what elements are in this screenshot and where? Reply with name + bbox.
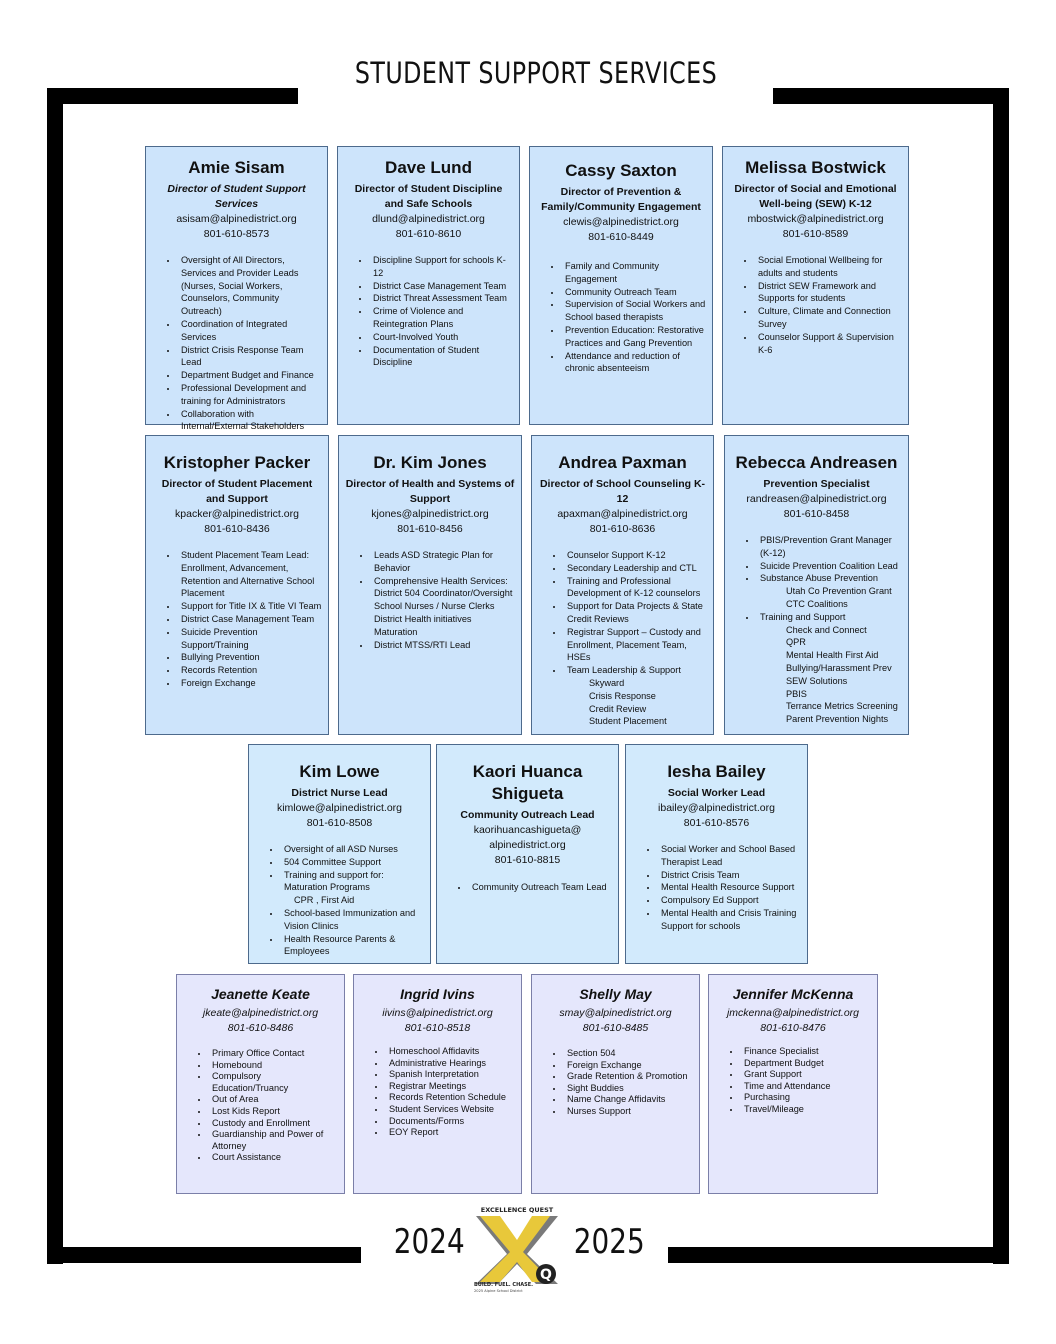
list-item xyxy=(757,611,902,726)
list-item: • Purchasing xyxy=(741,1092,871,1104)
list-item xyxy=(757,572,902,610)
card-melissa-bostwick xyxy=(722,146,909,425)
card-duties xyxy=(152,549,322,690)
list-item: • Documents/Forms xyxy=(386,1116,515,1128)
card-name: Cassy Saxton xyxy=(565,161,677,180)
card-phone: 801-610-8589 xyxy=(782,228,849,240)
card-duties xyxy=(344,254,513,369)
card-name: Andrea Paxman xyxy=(558,453,687,472)
list-item: • Court-Involved Youth xyxy=(370,331,513,344)
list-item-label: Training and support for: Maturation Programs xyxy=(284,869,384,893)
card-email: jkeate@alpinedistrict.org xyxy=(202,1007,319,1019)
card-duties xyxy=(152,254,321,433)
list-item: • Court Assistance xyxy=(209,1152,338,1164)
card-name: Melissa Bostwick xyxy=(745,158,886,177)
year-left: 2024 xyxy=(393,1222,465,1262)
list-item: • Name Change Affidavits xyxy=(564,1094,693,1106)
list-item: • Grant Support xyxy=(741,1069,871,1081)
card-email: asisam@alpinedistrict.org xyxy=(176,213,297,225)
card-kim-jones xyxy=(338,435,522,735)
card-email-line2: alpinedistrict.org xyxy=(489,839,566,851)
list-item: • Out of Area xyxy=(209,1094,338,1106)
list-item: • Student Services Website xyxy=(386,1104,515,1116)
list-item: • Guardianship and Power of Attorney xyxy=(209,1129,338,1152)
sub-item: Check and Connect xyxy=(786,624,867,635)
card-email: kpacker@alpinedistrict.org xyxy=(175,508,299,520)
list-item: • Community Outreach Team Lead xyxy=(469,881,612,894)
card-name: Kaori Huanca Shigueta xyxy=(472,762,583,803)
list-item: • Records Retention Schedule xyxy=(386,1092,515,1104)
list-item: • EOY Report xyxy=(386,1127,515,1139)
card-email: randreasen@alpinedistrict.org xyxy=(746,493,887,505)
list-item: • Registrar Meetings xyxy=(386,1081,515,1093)
card-duties xyxy=(360,1046,515,1139)
card-email: smay@alpinedistrict.org xyxy=(559,1007,672,1019)
card-duties xyxy=(538,549,707,728)
list-item: • Support for Title IX & Title VI Team xyxy=(178,600,322,613)
list-item: • Suicide Prevention Support/Training xyxy=(178,626,322,652)
card-role: District Nurse Lead xyxy=(291,787,388,799)
card-email-line1: kaorihuancashigueta@ xyxy=(473,824,582,836)
card-phone: 801-610-8476 xyxy=(760,1022,826,1034)
list-item: • Student Placement Team Lead: Enrollment, Advancement, Retention and Alternative School Placement xyxy=(178,549,322,600)
list-item: • Nurses Support xyxy=(564,1106,693,1118)
list-item: • Department Budget and Finance xyxy=(178,369,321,382)
card-name: Dave Lund xyxy=(385,158,472,177)
list-item: • Oversight of all ASD Nurses xyxy=(281,843,424,856)
sub-item: Parent Prevention Nights xyxy=(786,714,889,725)
list-item: • Documentation of Student Discipline xyxy=(370,344,513,370)
card-phone: 801-610-8815 xyxy=(494,854,561,866)
list-item: • District Crisis Team xyxy=(658,869,801,882)
list-item: • Counselor Support & Supervision K-6 xyxy=(755,331,902,357)
card-duties xyxy=(729,254,902,356)
list-item-label: Team Leadership & Support xyxy=(567,665,681,676)
card-role: Director of Student Support Services xyxy=(167,183,306,210)
frame-top-right xyxy=(773,88,1009,104)
card-name: Jeanette Keate xyxy=(211,986,310,1002)
list-item: • Compulsory Ed Support xyxy=(658,894,801,907)
list-item: • Homebound xyxy=(209,1060,338,1072)
list-item: • Comprehensive Health Services: District 504 Coordinator/Oversight School Nurses / Nurse Clerks District Health initiatives Maturation xyxy=(371,575,515,639)
list-item: • Collaboration with Internal/External Stakeholders xyxy=(178,408,321,434)
sub-item: Skyward xyxy=(589,677,625,688)
list-item: • Homeschool Affidavits xyxy=(386,1046,515,1058)
list-item: • District Threat Assessment Team xyxy=(370,292,513,305)
list-item: • Leads ASD Strategic Plan for Behavior xyxy=(371,549,515,575)
sub-item: CTC Coalitions xyxy=(786,598,848,609)
list-item: • Department Budget xyxy=(741,1058,871,1070)
card-email: jmckenna@alpinedistrict.org xyxy=(726,1007,860,1019)
frame-bottom-right xyxy=(668,1247,1009,1263)
frame-left xyxy=(47,88,63,1264)
card-role: Director of Social and Emotional Well-being (SEW) K-12 xyxy=(734,183,897,210)
sub-item: Credit Review xyxy=(589,703,647,714)
list-item-label: Substance Abuse Prevention xyxy=(760,573,878,584)
sub-item: Terrance Metrics Screening xyxy=(786,701,898,712)
list-item: • Spanish Interpretation xyxy=(386,1069,515,1081)
list-item: • Grade Retention & Promotion xyxy=(564,1071,693,1083)
card-role: Director of Prevention & Family/Community Engagement xyxy=(541,186,701,213)
card-phone: 801-610-8610 xyxy=(395,228,462,240)
sub-item: Student Placement xyxy=(589,716,667,727)
list-item: • District MTSS/RTI Lead xyxy=(371,639,515,652)
sub-item: Crisis Response xyxy=(589,690,656,701)
list-item: • District SEW Framework and Supports for students xyxy=(755,280,902,306)
card-duties xyxy=(536,260,706,375)
logo-sub-text: 2025 Alpine School District xyxy=(474,1289,523,1293)
card-email: iivins@alpinedistrict.org xyxy=(382,1007,493,1019)
sub-item: QPR xyxy=(786,637,806,648)
card-phone: 801-610-8449 xyxy=(588,231,654,243)
card-andrea-paxman xyxy=(531,435,714,735)
card-name: Iesha Bailey xyxy=(667,762,766,781)
card-email: kimlowe@alpinedistrict.org xyxy=(276,802,403,814)
list-item: • Family and Community Engagement xyxy=(562,260,706,286)
list-item: • Discipline Support for schools K-12 xyxy=(370,254,513,280)
sub-item: Mental Health First Aid xyxy=(786,650,879,661)
card-shelly-may xyxy=(531,974,700,1194)
card-name: Amie Sisam xyxy=(188,158,285,177)
card-name: Kim Lowe xyxy=(299,762,380,781)
list-item: • Training and Professional Development of K-12 counselors xyxy=(564,575,707,601)
list-item: • Administrative Hearings xyxy=(386,1058,515,1070)
sub-item: SEW Solutions xyxy=(786,675,848,686)
card-name: Dr. Kim Jones xyxy=(373,453,487,472)
card-name: Shelly May xyxy=(579,986,652,1002)
list-item: • Section 504 xyxy=(564,1048,693,1060)
list-item: • Registrar Support – Custody and Enrollment, Placement Team, HSEs xyxy=(564,626,707,664)
card-phone: 801-610-8436 xyxy=(204,523,270,535)
list-item: • Sight Buddies xyxy=(564,1083,693,1095)
list-item-label: Training and Support xyxy=(760,611,846,622)
card-name: Jennifer McKenna xyxy=(732,986,854,1002)
sub-item: CPR , First Aid xyxy=(294,895,355,906)
card-role: Prevention Specialist xyxy=(763,478,870,490)
card-role: Director of Student Discipline and Safe Schools xyxy=(354,183,503,210)
list-item: • Mental Health Resource Support xyxy=(658,881,801,894)
excellence-quest-logo xyxy=(470,1204,564,1294)
card-phone: 801-610-8518 xyxy=(404,1022,471,1034)
list-item: • Professional Development and training for Administrators xyxy=(178,382,321,408)
list-item: • Records Retention xyxy=(178,664,322,677)
card-email: ibailey@alpinedistrict.org xyxy=(658,802,775,814)
frame-top-left xyxy=(47,88,298,104)
card-phone: 801-610-8573 xyxy=(203,228,270,240)
card-ingrid-ivins xyxy=(353,974,522,1194)
card-phone: 801-610-8486 xyxy=(227,1022,294,1034)
card-duties xyxy=(255,843,424,958)
list-item xyxy=(281,869,424,907)
list-item: • Culture, Climate and Connection Survey xyxy=(755,305,902,331)
card-email: mbostwick@alpinedistrict.org xyxy=(747,213,884,225)
page-title: STUDENT SUPPORT SERVICES xyxy=(354,56,718,90)
card-kristopher-packer xyxy=(145,435,329,735)
card-jeanette-keate xyxy=(176,974,345,1194)
list-item: • Compulsory Education/Truancy xyxy=(209,1071,338,1094)
card-kaori-huanca-shigueta xyxy=(436,744,619,964)
card-email: dlund@alpinedistrict.org xyxy=(372,213,485,225)
card-role: Director of Student Placement and Support xyxy=(161,478,313,505)
card-role: Social Worker Lead xyxy=(667,787,766,799)
list-item: • Health Resource Parents & Employees xyxy=(281,933,424,959)
card-duties xyxy=(443,881,612,894)
list-item: • Oversight of All Directors, Services and Provider Leads (Nurses, Social Workers, Counselors, Community Outreach) xyxy=(178,254,321,318)
card-role: Director of School Counseling K-12 xyxy=(539,478,706,505)
list-item: • Lost Kids Report xyxy=(209,1106,338,1118)
logo-bottom-text: BUILD. FUEL. CHASE. xyxy=(474,1282,534,1288)
card-phone: 801-610-8485 xyxy=(582,1022,649,1034)
sub-item: PBIS xyxy=(786,688,807,699)
card-dave-lund xyxy=(337,146,520,425)
list-item: • Foreign Exchange xyxy=(178,677,322,690)
list-item: • 504 Committee Support xyxy=(281,856,424,869)
list-item: • Travel/Mileage xyxy=(741,1104,871,1116)
list-item: • Social Emotional Wellbeing for adults and students xyxy=(755,254,902,280)
card-duties xyxy=(632,843,801,933)
list-item: • Social Worker and School Based Therapist Lead xyxy=(658,843,801,869)
card-phone: 801-610-8576 xyxy=(683,817,750,829)
list-item: • Mental Health and Crisis Training Support for schools xyxy=(658,907,801,933)
list-item: • Counselor Support K-12 xyxy=(564,549,707,562)
list-item: • Attendance and reduction of chronic absenteeism xyxy=(562,350,706,376)
frame-right xyxy=(993,88,1009,1264)
card-name: Rebecca Andreasen xyxy=(735,453,898,472)
list-item: • Bullying Prevention xyxy=(178,651,322,664)
card-email: apaxman@alpinedistrict.org xyxy=(557,508,688,520)
list-item: • Secondary Leadership and CTL xyxy=(564,562,707,575)
sub-item: Utah Co Prevention Grant xyxy=(786,586,892,597)
sub-item: Bullying/Harassment Prev xyxy=(786,662,892,673)
card-duties xyxy=(183,1048,338,1164)
list-item: • Finance Specialist xyxy=(741,1046,871,1058)
list-item xyxy=(564,664,707,728)
card-duties xyxy=(731,534,902,726)
frame-bottom-left xyxy=(62,1247,361,1263)
list-item: • Suicide Prevention Coalition Lead xyxy=(757,560,902,573)
card-amie-sisam xyxy=(145,146,328,432)
list-item: • Foreign Exchange xyxy=(564,1060,693,1072)
list-item: • School-based Immunization and Vision Clinics xyxy=(281,907,424,933)
card-jennifer-mckenna xyxy=(708,974,878,1194)
card-rebecca-andreasen xyxy=(724,435,909,735)
list-item: • Supervision of Social Workers and School based therapists xyxy=(562,298,706,324)
list-item: • PBIS/Prevention Grant Manager (K-12) xyxy=(757,534,902,560)
card-duties xyxy=(345,549,515,651)
card-role: Community Outreach Lead xyxy=(460,809,595,821)
list-item: • Primary Office Contact xyxy=(209,1048,338,1060)
card-duties xyxy=(715,1046,871,1116)
list-item: • Time and Attendance xyxy=(741,1081,871,1093)
card-email: clewis@alpinedistrict.org xyxy=(563,216,679,228)
card-phone: 801-610-8458 xyxy=(783,508,850,520)
card-name: Kristopher Packer xyxy=(163,453,311,472)
card-phone: 801-610-8636 xyxy=(589,523,656,535)
card-iesha-bailey xyxy=(625,744,808,964)
list-item: • Coordination of Integrated Services xyxy=(178,318,321,344)
list-item: • District Crisis Response Team Lead xyxy=(178,344,321,370)
card-kim-lowe xyxy=(248,744,431,964)
list-item: • Prevention Education: Restorative Practices and Gang Prevention xyxy=(562,324,706,350)
card-role: Director of Health and Systems of Support xyxy=(345,478,515,505)
list-item: • Support for Data Projects & State Credit Reviews xyxy=(564,600,707,626)
card-phone: 801-610-8456 xyxy=(397,523,463,535)
list-item: • District Case Management Team xyxy=(178,613,322,626)
list-item: • Community Outreach Team xyxy=(562,286,706,299)
list-item: • Crime of Violence and Reintegration Plans xyxy=(370,305,513,331)
card-name: Ingrid Ivins xyxy=(400,986,475,1002)
logo-top-text: EXCELLENCE QUEST xyxy=(480,1206,554,1214)
list-item: • Custody and Enrollment xyxy=(209,1118,338,1130)
year-right: 2025 xyxy=(573,1222,645,1262)
card-email: kjones@alpinedistrict.org xyxy=(371,508,489,520)
list-item: • District Case Management Team xyxy=(370,280,513,293)
card-duties xyxy=(538,1048,693,1118)
card-cassy-saxton xyxy=(529,146,713,425)
card-phone: 801-610-8508 xyxy=(306,817,373,829)
logo-q: Q xyxy=(540,1267,552,1283)
